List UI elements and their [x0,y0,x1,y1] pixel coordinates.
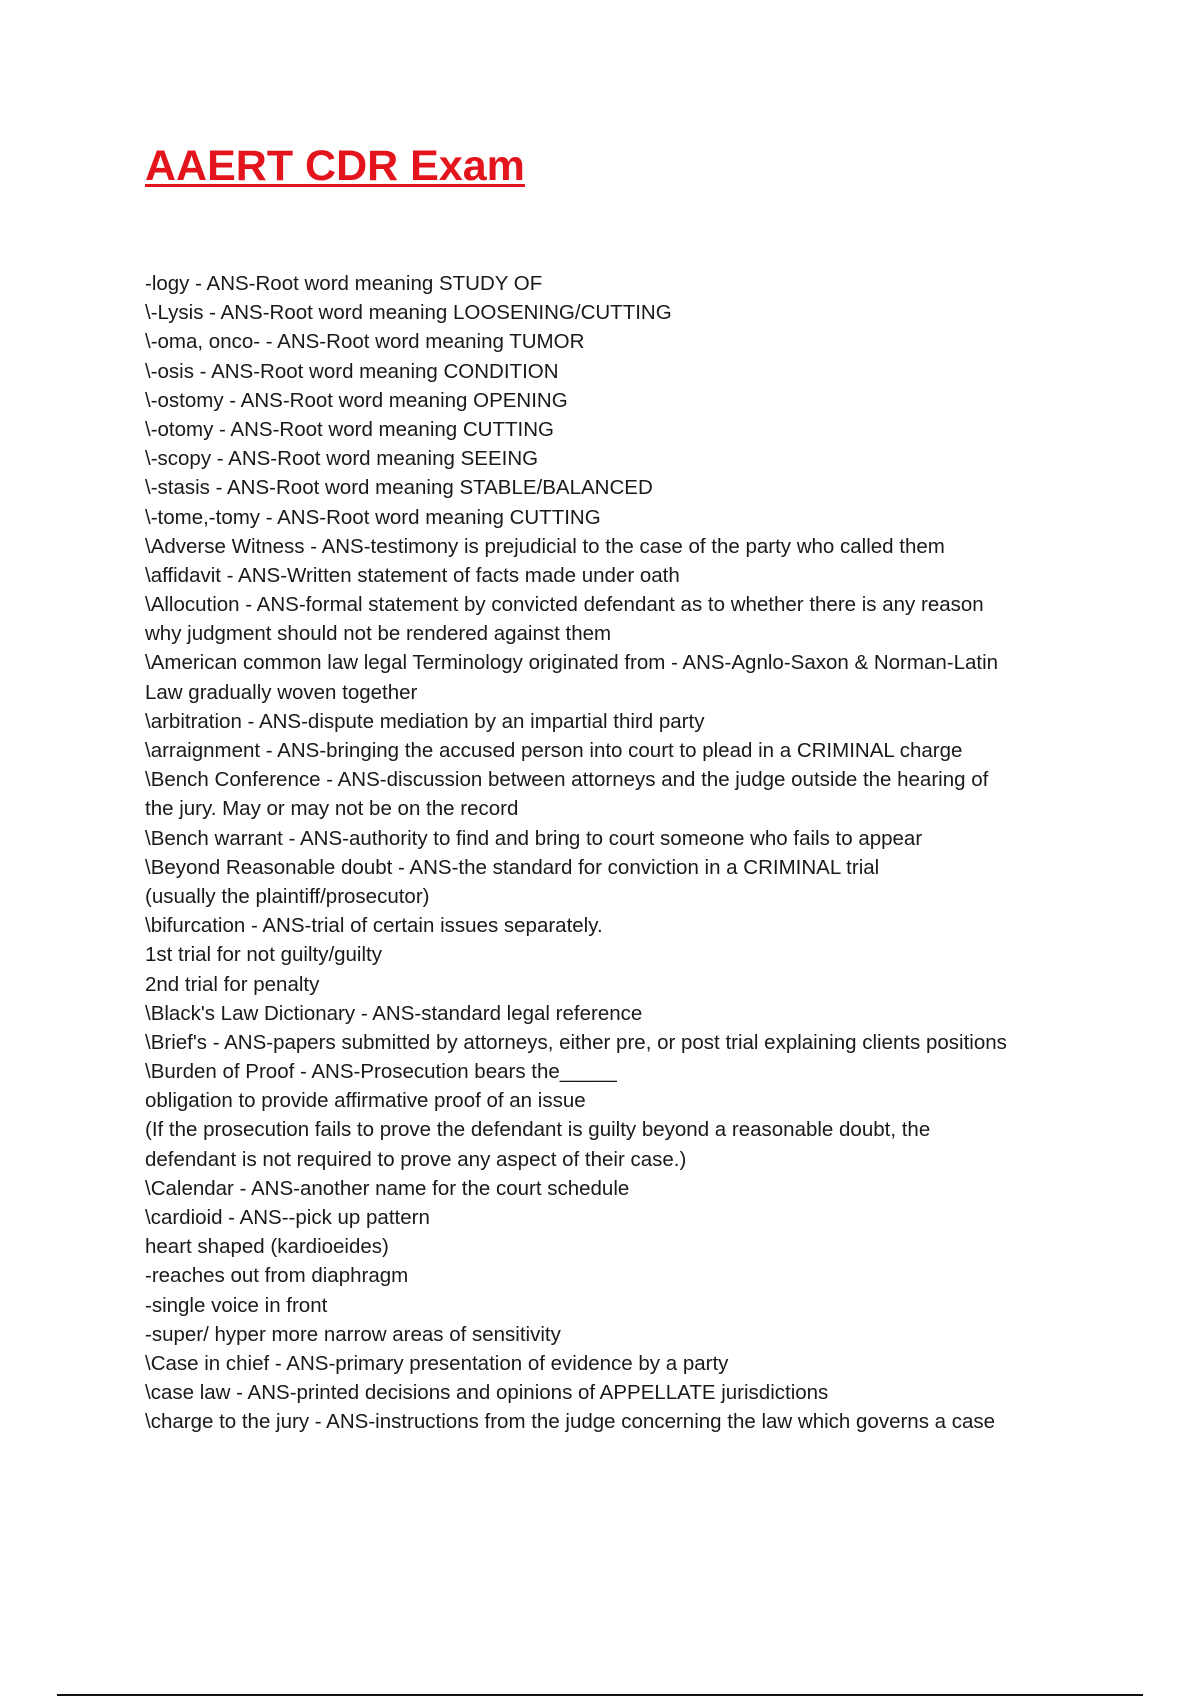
text-line: \bifurcation - ANS-trial of certain issues separately. [145,914,603,938]
text-line: -logy - ANS-Root word meaning STUDY OF [145,272,543,295]
text-line: \American common law legal Terminology originated from - ANS-Agnlo-Saxon & Norman-Latin [145,651,999,675]
text-line: Law gradually woven together [145,680,418,704]
text-line: 2nd trial for penalty [145,972,320,996]
text-line: \Burden of Proof - ANS-Prosecution bears the_____ [145,1060,617,1084]
text-line: (usually the plaintiff/prosecutor) [145,884,430,908]
text-line: \cardioid - ANS--pick up pattern [145,1206,430,1229]
text-line: \-oma, onco- - ANS-Root word meaning TUMOR [145,330,585,354]
text-line: -single voice in front [145,1293,328,1317]
text-line: why judgment should not be rendered against them [145,622,612,646]
text-line: \-scopy - ANS-Root word meaning SEEING [145,447,539,471]
text-line: \-tome,-tomy - ANS-Root word meaning CUTTING [145,505,601,529]
footer-divider [57,1694,1143,1696]
text-line: defendant is not required to prove any aspect of their case.) [145,1147,687,1171]
text-line: \affidavit - ANS-Written statement of facts made under oath [145,563,680,587]
text-line: \arraignment - ANS-bringing the accused person into court to plead in a CRIMINAL charge [145,739,963,762]
text-line: \-osis - ANS-Root word meaning CONDITION [145,359,559,383]
text-line: \-otomy - ANS-Root word meaning CUTTING [145,417,554,441]
text-line: \-Lysis - ANS-Root word meaning LOOSENING/CUTTING [145,301,672,325]
text-line: (If the prosecution fails to prove the defendant is guilty beyond a reasonable doubt, the [145,1118,931,1142]
text-line: \Black's Law Dictionary - ANS-standard legal reference [145,1001,643,1025]
text-line: heart shaped (kardioeides) [145,1235,389,1259]
text-line: -reaches out from diaphragm [145,1264,409,1288]
text-line: obligation to provide affirmative proof of an issue [145,1089,586,1113]
text-line: \Bench Conference - ANS-discussion between attorneys and the judge outside the hearing of [145,768,989,792]
text-line: \Adverse Witness - ANS-testimony is prejudicial to the case of the party who called them [145,534,945,558]
text-line: \-stasis - ANS-Root word meaning STABLE/BALANCED [145,476,653,500]
text-line: \Bench warrant - ANS-authority to find and bring to court someone who fails to appear [145,826,923,850]
text-line: \Brief's - ANS-papers submitted by attorneys, either pre, or post trial explaining clients positions [145,1030,1007,1054]
text-line: 1st trial for not guilty/guilty [145,943,382,967]
text-line: \Beyond Reasonable doubt - ANS-the standard for conviction in a CRIMINAL trial [145,855,880,879]
text-line: \-ostomy - ANS-Root word meaning OPENING [145,388,568,412]
text-line: \Case in chief - ANS-primary presentation of evidence by a party [145,1351,729,1375]
text-line: \Calendar - ANS-another name for the court schedule [145,1176,630,1200]
text-line: -super/ hyper more narrow areas of sensitivity [145,1322,561,1346]
text-line: \charge to the jury - ANS-instructions from the judge concerning the law which governs a case [145,1410,996,1434]
text-line: \case law - ANS-printed decisions and opinions of APPELLATE jurisdictions [145,1381,829,1405]
text-line: \Allocution - ANS-formal statement by convicted defendant as to whether there is any reason [145,593,984,617]
text-line: \arbitration - ANS-dispute mediation by an impartial third party [145,709,705,733]
text-line: the jury. May or may not be on the record [145,797,519,821]
page-title: AAERT CDR Exam [145,142,525,190]
flashcard-list [145,269,1085,1437]
